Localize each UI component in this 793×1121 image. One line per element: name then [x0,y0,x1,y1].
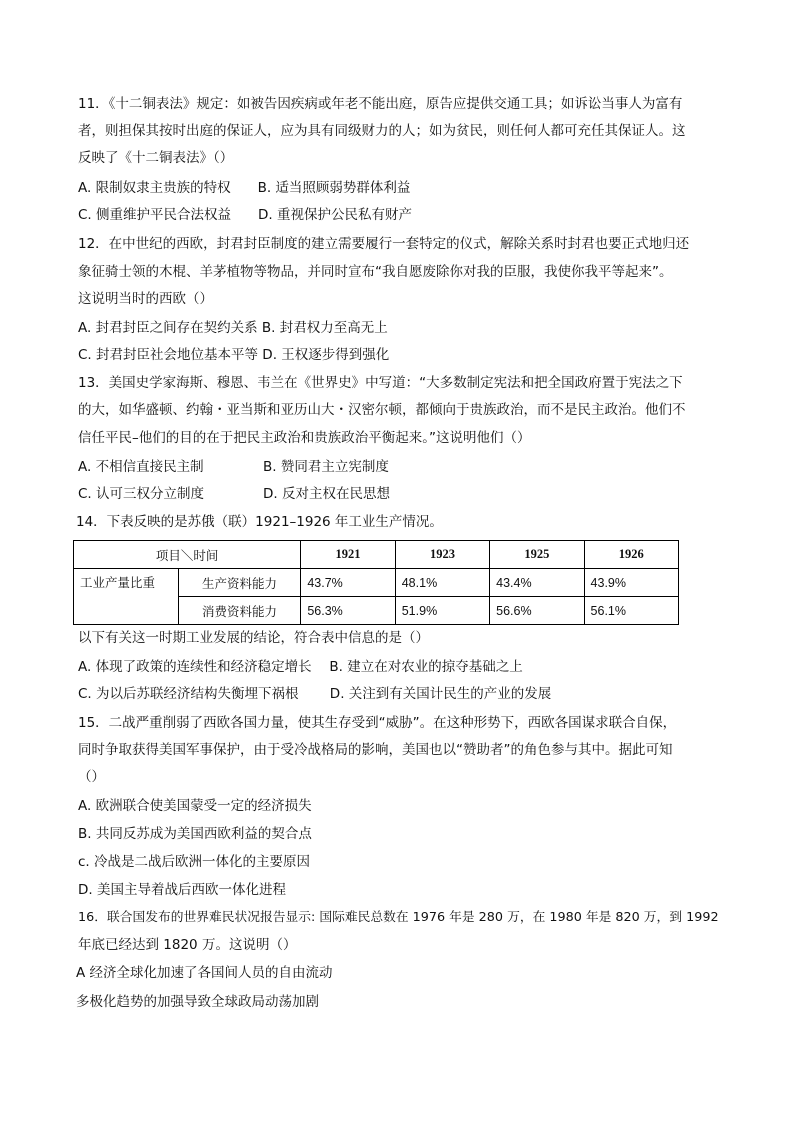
q16-option-a: A 经济全球化加速了各国间人员的自由流动 [76,965,333,981]
q13-line-3: 信任平民–他们的目的在于把民主政治和贵族政治平衡起来。”这说明他们（） [78,430,531,446]
q12-options-cd: C. 封君封臣社会地位基本平等 D. 王权逐步得到强化 [78,347,390,363]
q11-line-1: 11．《十二铜表法》规定：如被告因疾病或年老不能出庭，原告应提供交通工具；如诉讼当事人为富有 [78,96,683,112]
table-year-1921: 1921 [301,541,395,569]
table-group-label: 工业产量比重 [74,569,179,625]
q13-option-b: B. 赞同君主立宪制度 [263,459,389,475]
q14-question: 以下有关这一时期工业发展的结论，符合表中信息的是（） [78,630,429,646]
q15-option-d: D. 美国主导着战后西欧一体化进程 [78,882,286,898]
table-cell: 51.9% [395,597,489,625]
q15-line-1: 15．二战严重削弱了西欧各国力量，使其生存受到“威胁”。在这种形势下，西欧各国谋求联合自保， [78,715,677,731]
table-cell: 43.4% [490,569,584,597]
industrial-production-table [73,540,679,625]
q12-line-2: 象征骑士领的木棍、羊茅植物等物品，并同时宣布“我自愿废除你对我的臣服，我使你我平等起来”。 [78,264,673,280]
q16-option-b: 多极化趋势的加强导致全球政局动荡加剧 [76,994,319,1010]
q16-line-1: 16．联合国发布的世界难民状况报告显示: 国际难民总数在 1976 年是 280 万，在 1980 年是 820 万，到 1992 [78,910,719,925]
q11-line-3: 反映了《十二铜表法》（） [78,150,234,166]
q15-line-3: （） [78,769,105,785]
table-cell: 56.1% [584,597,678,625]
q14-options-ab: A. 体现了政策的连续性和经济稳定增长 B. 建立在对农业的掠夺基础之上 [78,659,523,675]
q11-options-cd: C. 侧重维护平民合法权益 D. 重视保护公民私有财产 [78,207,412,223]
q11-options-ab: A. 限制奴隶主贵族的特权 B. 适当照顾弱势群体利益 [78,180,411,196]
table-row-label: 消费资料能力 [178,597,301,625]
table-cell: 56.6% [490,597,584,625]
table-header-row [74,541,679,569]
q15-option-a: A. 欧洲联合使美国蒙受一定的经济损失 [78,798,312,814]
q13-line-1: 13．美国史学家海斯、穆恩、韦兰在《世界史》中写道：“大多数制定宪法和把全国政府置于宪法之下 [78,375,683,391]
q16-line-2: 年底已经达到 1820 万。这说明（） [78,937,297,953]
q11-line-2: 者，则担保其按时出庭的保证人，应为具有同级财力的人；如为贫民，则任何人都可充任其保证人。这 [78,123,686,139]
q14-options-cd: C. 为以后苏联经济结构失衡埋下祸根 D. 关注到有关国计民生的产业的发展 [78,686,552,702]
q15-line-2: 同时争取获得美国军事保护，由于受冷战格局的影响，美国也以“赞助者”的角色参与其中。据此可知 [78,742,673,758]
table-year-1926: 1926 [584,541,678,569]
table-cell: 56.3% [301,597,395,625]
q15-option-c: c. 冷战是二战后欧洲一体化的主要原因 [78,854,311,870]
table-header-label: 项目＼时间 [74,541,301,569]
q13-line-2: 的大，如华盛顿、约翰・亚当斯和亚历山大・汉密尔顿，都倾向于贵族政治，而不是民主政治。他们不 [78,402,686,418]
q14-intro: 14．下表反映的是苏俄（联）1921–1926 年工业生产情况。 [76,514,443,530]
table-row-label: 生产资料能力 [178,569,301,597]
q13-option-d: D. 反对主权在民思想 [263,486,390,502]
table-row [74,569,679,597]
q12-line-3: 这说明当时的西欧（） [78,291,213,307]
q13-option-a: A. 不相信直接民主制 [78,459,204,475]
table-cell: 48.1% [395,569,489,597]
q12-options-ab: A. 封君封臣之间存在契约关系 B. 封君权力至高无上 [78,320,388,336]
q15-option-b: B. 共同反苏成为美国西欧利益的契合点 [78,826,312,842]
q12-line-1: 12．在中世纪的西欧，封君封臣制度的建立需要履行一套特定的仪式，解除关系时封君也要正式地归还 [78,236,690,252]
table-cell: 43.7% [301,569,395,597]
table-year-1923: 1923 [395,541,489,569]
table-cell: 43.9% [584,569,678,597]
table-year-1925: 1925 [490,541,584,569]
q13-option-c: C. 认可三权分立制度 [78,486,205,502]
